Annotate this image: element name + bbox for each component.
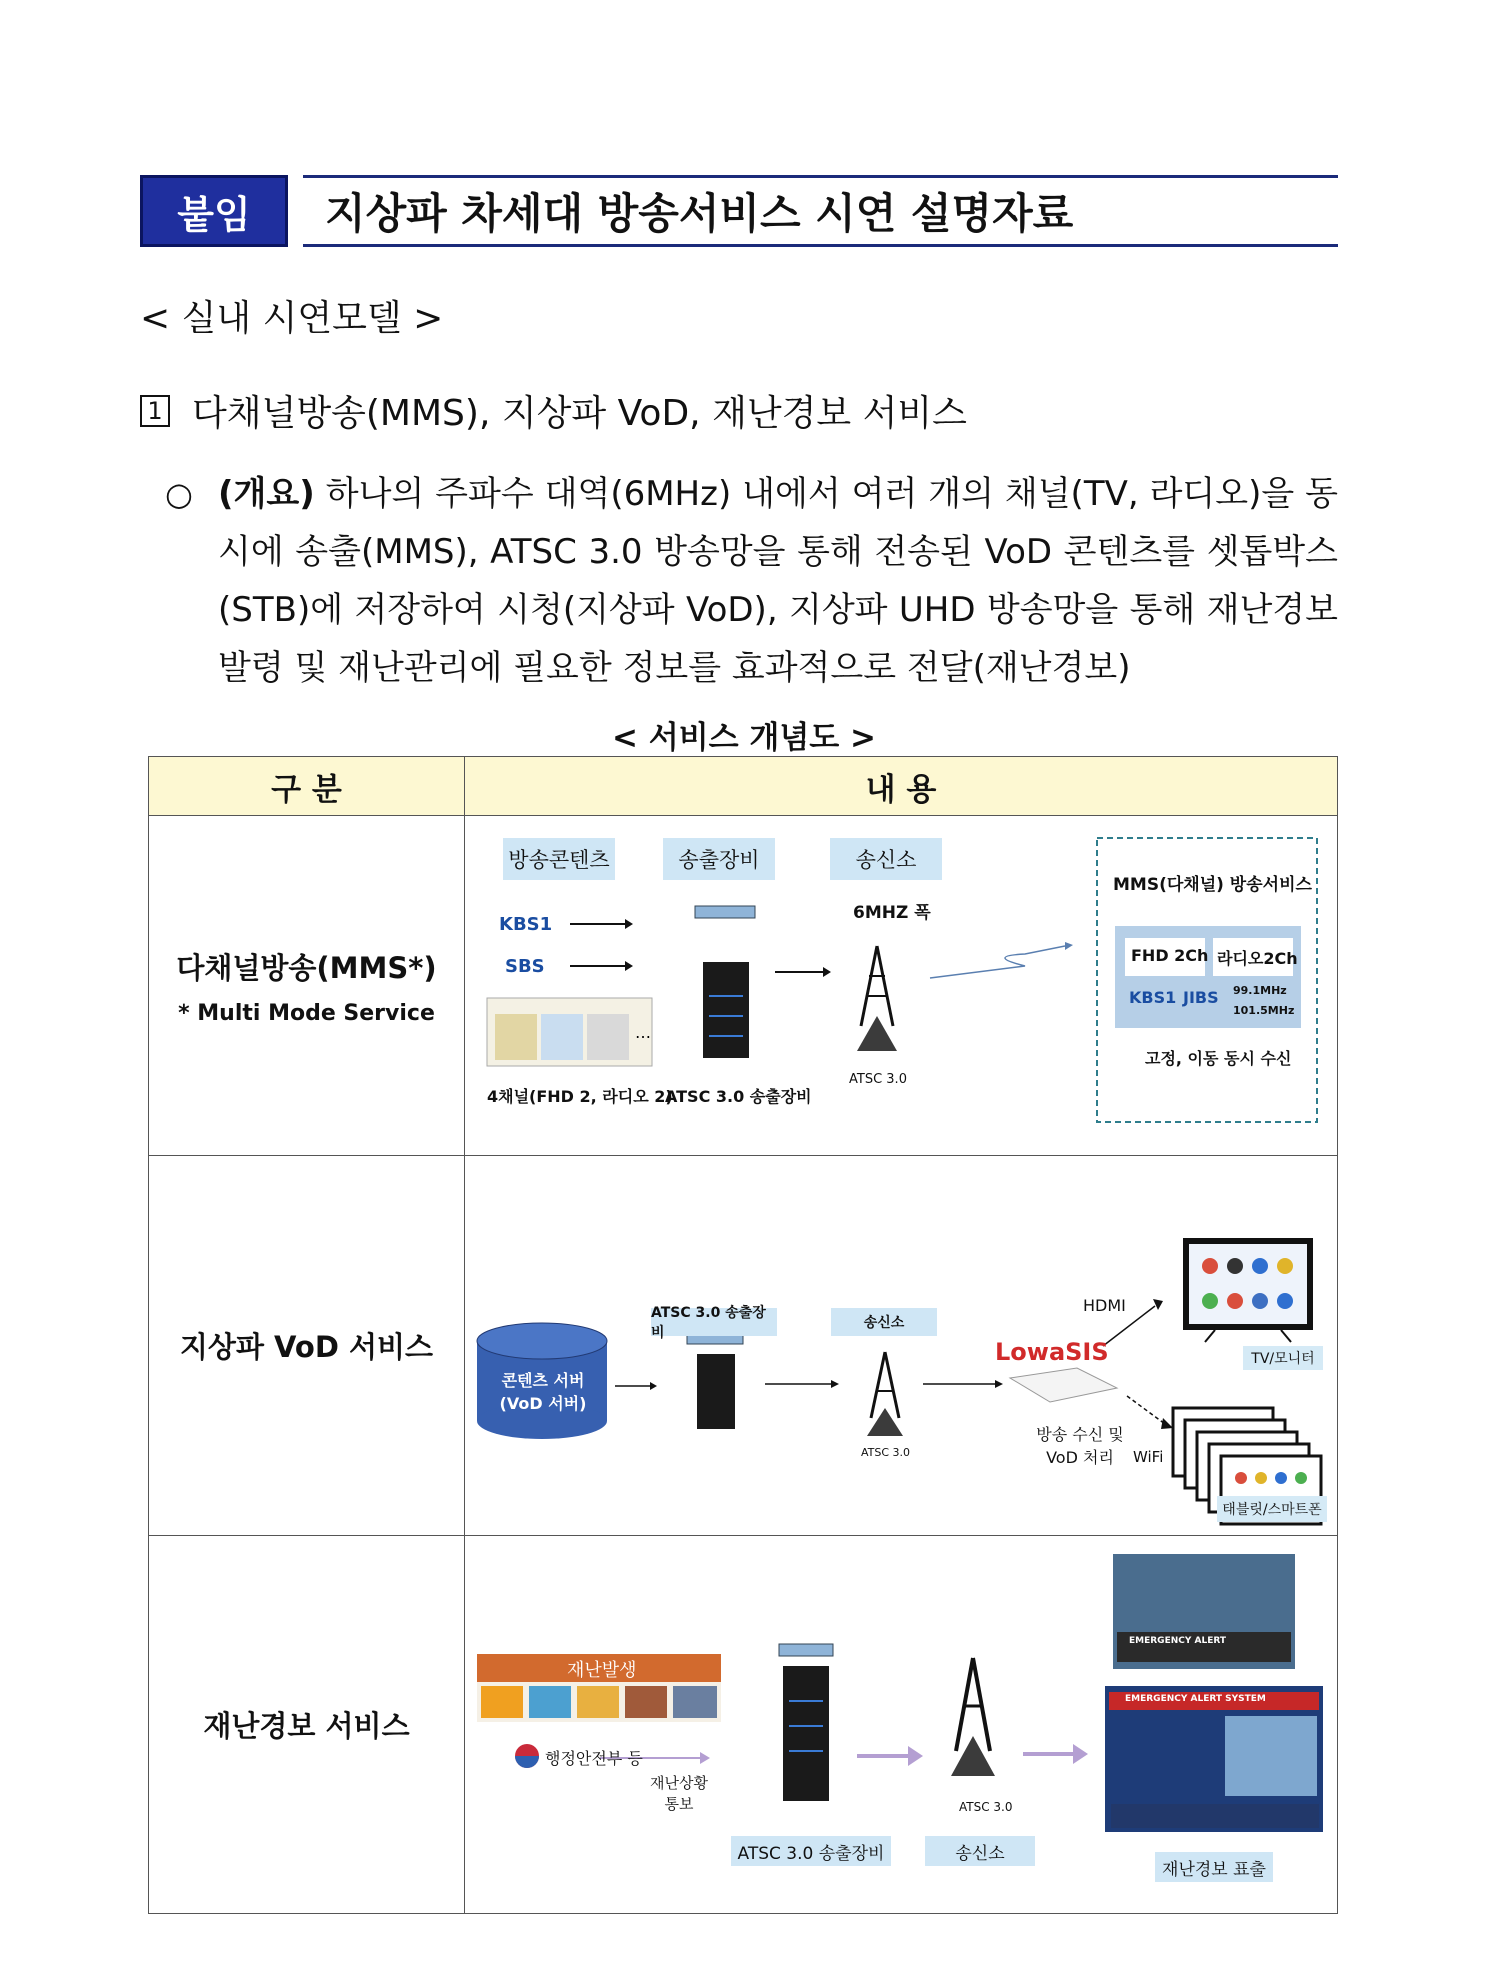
label-alert-display: 재난경보 표출: [1155, 1852, 1273, 1882]
label-content: 방송콘텐츠: [503, 838, 615, 880]
wifi-label: WiFi: [1133, 1448, 1164, 1466]
receiver-caption: 방송 수신 및 VoD 처리: [1036, 1425, 1124, 1467]
subtitle: < 실내 시연모델 >: [140, 298, 444, 339]
attachment-badge: 붙임: [140, 175, 288, 247]
table-row: [149, 1536, 1338, 1914]
kbs-logo-small: KBS1: [1129, 988, 1177, 1007]
table-row: [149, 816, 1338, 1156]
vod-atsc-logo: ATSC 3.0: [861, 1446, 911, 1459]
tv-label: TV/모니터: [1243, 1346, 1323, 1370]
tablet-label: 태블릿/스마트폰: [1217, 1496, 1327, 1522]
vod-server-label: 콘텐츠 서버 (VoD 서버): [499, 1371, 587, 1413]
alert-banner-1: EMERGENCY ALERT: [1129, 1636, 1227, 1646]
label-alert-encoder: ATSC 3.0 송출장비: [731, 1836, 891, 1866]
section-number: 1: [140, 395, 170, 427]
alert-diagram: [465, 1536, 1338, 1914]
row-label-vod: 지상파 VoD 서비스: [149, 1156, 465, 1536]
channels-caption: 4채널(FHD 2, 라디오 2): [487, 1087, 673, 1106]
disaster-label: 재난발생: [567, 1660, 637, 1681]
table-row: [149, 1156, 1338, 1536]
service-table: [148, 756, 1338, 1914]
jibs-logo: JIBS: [1183, 988, 1219, 1007]
mms-graphics: [465, 816, 1335, 1156]
atsc-logo: ATSC 3.0: [849, 1072, 907, 1087]
label-vod-encoder: ATSC 3.0 송출장비: [651, 1308, 777, 1336]
diagram-caption: < 서비스 개념도 >: [611, 720, 876, 756]
service-caption: 고정, 이동 동시 수신: [1145, 1049, 1292, 1068]
alert-banner-2: EMERGENCY ALERT SYSTEM: [1125, 1694, 1266, 1704]
sbs-logo: SBS: [505, 956, 545, 977]
label-alert-transmitter: 송신소: [925, 1836, 1035, 1866]
label-transmitter: 송신소: [830, 838, 942, 880]
row-note: * Multi Mode Service: [178, 1000, 435, 1026]
hdmi-label: HDMI: [1083, 1296, 1126, 1315]
section-title: 다채널방송(MMS), 지상파 VoD, 재난경보 서비스: [192, 393, 967, 434]
service-item-fhd: FHD 2Ch: [1131, 946, 1209, 965]
mms-diagram: [465, 816, 1338, 1156]
encoder-caption: ATSC 3.0 송출장비: [665, 1087, 812, 1106]
row-title: 다채널방송(MMS*): [176, 950, 437, 985]
mms-service-title: MMS(다채널) 방송서비스: [1113, 875, 1312, 895]
lowasis-logo: LowaSIS: [995, 1338, 1109, 1366]
section-heading: [140, 385, 967, 436]
row-label-mms: [149, 816, 465, 1156]
label-vod-transmitter: 송신소: [831, 1308, 937, 1336]
label-encoder: 송출장비: [663, 838, 775, 880]
page-title: [303, 175, 1338, 247]
bandwidth-label: 6MHZ 폭: [853, 903, 931, 923]
bullet-icon: ○: [165, 475, 193, 513]
ministry-label: 행정안전부 등: [545, 1749, 643, 1768]
service-item-radio: 라디오2Ch: [1217, 949, 1298, 968]
kbs-logo: KBS1: [499, 914, 553, 935]
row-label-alert: 재난경보 서비스: [149, 1536, 465, 1914]
freq-2: 101.5MHz: [1233, 1004, 1295, 1017]
overview-paragraph: [218, 465, 1338, 697]
overview-text: 하나의 주파수 대역(6MHz) 내에서 여러 개의 채널(TV, 라디오)을 동시에 송출(MMS), ATSC 3.0 방송망을 통해 전송된 VoD 콘텐츠를 셋톱박스(STB)에 저장하여 시청(지상파 VoD), 지상파 UHD 방송망을 통해 재난경보 발령 및 재난관리에 필요한 정보를 효과적으로 전달(재난경보): [218, 474, 1338, 688]
col-header-content: 내 용: [465, 757, 1338, 816]
vod-diagram: [465, 1156, 1338, 1536]
col-header-category: 구 분: [149, 757, 465, 816]
notify-label: 재난상황 통보: [650, 1774, 708, 1813]
page-title-text: 지상파 차세대 방송서비스 시연 설명자료: [325, 189, 1074, 238]
svg-text:…: …: [635, 1023, 651, 1042]
freq-1: 99.1MHz: [1233, 984, 1287, 997]
overview-label: (개요): [218, 474, 315, 514]
vod-graphics: [465, 1156, 1335, 1536]
alert-atsc-logo: ATSC 3.0: [959, 1800, 1013, 1814]
